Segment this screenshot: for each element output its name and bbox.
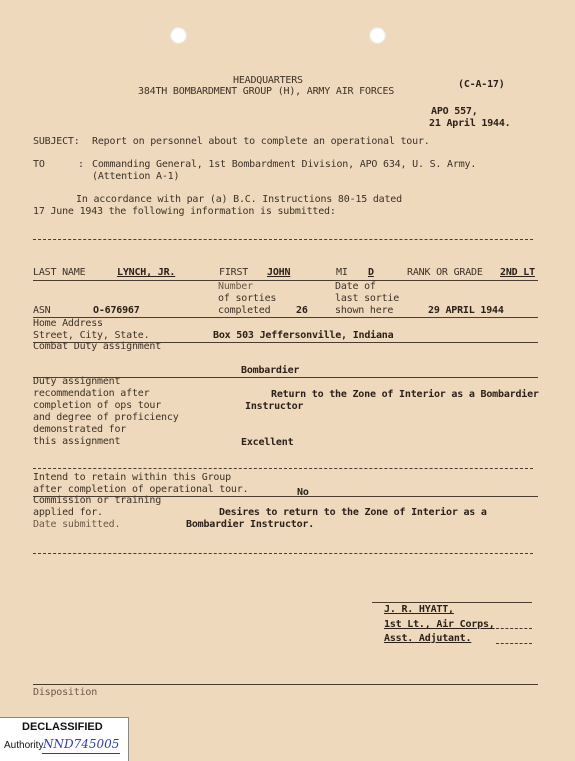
punch-hole-right bbox=[369, 27, 386, 44]
last-name-value: LYNCH, JR. bbox=[117, 267, 176, 278]
combat-duty-value: Bombardier bbox=[241, 365, 300, 376]
declassified-title: DECLASSIFIED bbox=[22, 721, 103, 733]
to-colon: : bbox=[78, 159, 84, 170]
org-line-1: HEADQUARTERS bbox=[233, 75, 303, 86]
last-name-label: LAST NAME bbox=[33, 267, 86, 278]
punch-hole-left bbox=[170, 27, 187, 44]
body-line-2: 17 June 1943 the following information is submitted: bbox=[33, 206, 336, 217]
commission-line-2: Bombardier Instructor. bbox=[186, 519, 315, 530]
disposition-label: Disposition bbox=[33, 687, 98, 698]
signature-dash-1 bbox=[496, 628, 532, 629]
name-row-rule bbox=[33, 280, 538, 281]
commission-label-1: Commission or training bbox=[33, 495, 162, 506]
last-sortie-value: 29 APRIL 1944 bbox=[428, 305, 504, 316]
signature-line bbox=[372, 602, 532, 603]
declassified-stamp bbox=[0, 717, 129, 761]
commission-label-2: applied for. bbox=[33, 507, 103, 518]
combat-duty-label: Combat Duty assignment bbox=[33, 341, 162, 352]
rank-value: 2ND LT bbox=[500, 267, 535, 278]
retain-label-2: after completion of operational tour. bbox=[33, 484, 249, 495]
sorties-value: 26 bbox=[296, 305, 308, 316]
to-label: TO bbox=[33, 159, 45, 170]
home-address-value: Box 503 Jeffersonville, Indiana bbox=[213, 330, 394, 341]
middle-initial-label: MI bbox=[336, 267, 348, 278]
last-sortie-label-2: last sortie bbox=[335, 293, 400, 304]
duty-label-5: demonstrated for bbox=[33, 424, 127, 435]
rank-label: RANK OR GRADE bbox=[407, 267, 483, 278]
body-line-1: In accordance with par (a) B.C. Instructions 80-15 dated bbox=[76, 194, 402, 205]
signer-name: J. R. HYATT, bbox=[384, 604, 454, 615]
first-name-label: FIRST bbox=[219, 267, 249, 278]
duty-recommendation-line-2: Instructor bbox=[245, 401, 304, 412]
file-reference: (C-A-17) bbox=[458, 79, 505, 90]
authority-value: NND745005 bbox=[43, 737, 120, 751]
middle-initial-value: D bbox=[368, 267, 374, 278]
commission-label-3: Date submitted. bbox=[33, 519, 121, 530]
duty-label-4: and degree of proficiency bbox=[33, 412, 179, 423]
disposition-rule bbox=[33, 684, 538, 685]
divider-mid bbox=[33, 468, 533, 469]
subject-text: Report on personnel about to complete an operational tour. bbox=[92, 136, 430, 147]
home-address-label-1: Home Address bbox=[33, 318, 103, 329]
duty-label-3: completion of ops tour bbox=[33, 400, 162, 411]
apo-number: APO 557, bbox=[431, 106, 478, 117]
divider-top bbox=[33, 239, 533, 240]
duty-label-2: recommendation after bbox=[33, 388, 150, 399]
sorties-label-1: Number bbox=[218, 281, 253, 292]
signer-title: Asst. Adjutant. bbox=[384, 633, 472, 644]
first-name-value: JOHN bbox=[267, 267, 291, 278]
org-line-2: 384TH BOMBARDMENT GROUP (H), ARMY AIR FORCES bbox=[138, 86, 395, 97]
subject-label: SUBJECT: bbox=[33, 136, 80, 147]
last-sortie-label-3: shown here bbox=[335, 305, 394, 316]
to-line-2: (Attention A-1) bbox=[92, 171, 180, 182]
signature-dash-2 bbox=[496, 643, 532, 644]
authority-underline bbox=[42, 753, 120, 754]
letter-date: 21 April 1944. bbox=[429, 118, 511, 129]
home-address-label-2: Street, City, State. bbox=[33, 330, 150, 341]
to-line-1: Commanding General, 1st Bombardment Division, APO 634, U. S. Army. bbox=[92, 159, 477, 170]
last-sortie-label-1: Date of bbox=[335, 281, 376, 292]
commission-line-1: Desires to return to the Zone of Interior as a bbox=[219, 507, 487, 518]
sorties-label-3: completed bbox=[218, 305, 271, 316]
divider-lower bbox=[33, 553, 533, 554]
asn-label: ASN bbox=[33, 305, 51, 316]
asn-row-rule bbox=[33, 317, 538, 318]
duty-label-1: Duty assignment bbox=[33, 376, 121, 387]
duty-label-6: this assignment bbox=[33, 436, 121, 447]
authority-label: Authority bbox=[4, 740, 44, 751]
retain-value: No bbox=[297, 487, 309, 498]
proficiency-value: Excellent bbox=[241, 437, 294, 448]
retain-label-1: Intend to retain within this Group bbox=[33, 472, 231, 483]
sorties-label-2: of sorties bbox=[218, 293, 277, 304]
duty-recommendation-line-1: Return to the Zone of Interior as a Bombardier bbox=[271, 389, 539, 400]
signer-rank: 1st Lt., Air Corps, bbox=[384, 619, 495, 630]
asn-value: O-676967 bbox=[93, 305, 140, 316]
